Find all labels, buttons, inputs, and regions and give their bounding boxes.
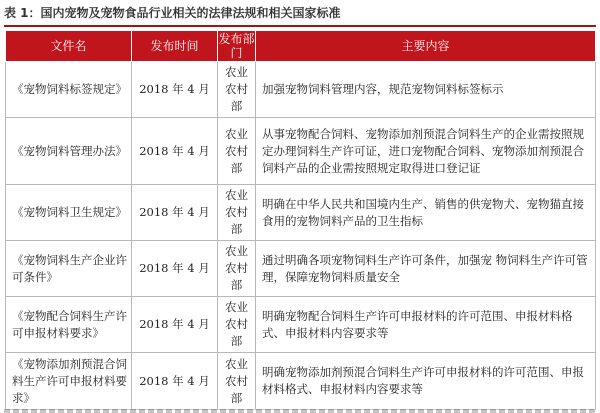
cell-release-time: 2018 年 4 月 — [132, 118, 218, 185]
regulations-table — [5, 30, 596, 410]
cell-main-content: 明确宠物添加剂预混合饲料生产许可申报材料的许可范围、申报材料格式、申报材料内容要求等 — [256, 353, 596, 410]
cell-main-content: 通过明确各项宠物饲料生产许可条件，加强宠 物饲料生产许可管理，保障宠物饲料质量安全 — [256, 241, 596, 297]
table-row — [6, 241, 596, 297]
cell-department: 农业农村部 — [218, 62, 256, 118]
table-row — [6, 118, 596, 185]
header-file-name: 文件名 — [6, 31, 132, 62]
cell-file-name: 《宠物饲料标签规定》 — [6, 62, 132, 118]
header-department: 发布部门 — [218, 32, 255, 60]
cell-file-name: 《宠物饲料卫生规定》 — [6, 185, 132, 241]
cell-file-name: 《宠物饲料管理办法》 — [6, 118, 132, 185]
header-release-time: 发布时间 — [132, 31, 218, 62]
cell-file-name: 《宠物配合饲料生产许可申报材料要求》 — [6, 297, 132, 353]
cell-department: 农业农村部 — [218, 297, 256, 353]
table-row — [6, 297, 596, 353]
cell-department: 农业农村部 — [218, 118, 256, 185]
header-main-content: 主要内容 — [256, 31, 596, 62]
cell-main-content: 从事宠物配合饲料、宠物添加剂预混合饲料生产的企业需按照规定办理饲料生产许可证，进口宠物配合饲料、宠物添加剂预混合饲料产品的企业需按照规定取得进口登记证 — [256, 118, 596, 185]
cropped-source-line — [4, 409, 596, 413]
cell-release-time: 2018 年 4 月 — [132, 353, 218, 410]
cell-release-time: 2018 年 4 月 — [132, 297, 218, 353]
cell-main-content: 加强宠物饲料管理内容，规范宠物饲料标签标示 — [256, 62, 596, 118]
cell-release-time: 2018 年 4 月 — [132, 185, 218, 241]
cell-main-content: 明确宠物配合饲料生产许可申报材料的许可范围、申报材料格式、申报材料内容要求等 — [256, 297, 596, 353]
caption-rule — [4, 25, 596, 27]
cell-release-time: 2018 年 4 月 — [132, 62, 218, 118]
table-row — [6, 185, 596, 241]
table-row — [6, 62, 596, 118]
cell-main-content: 明确在中华人民共和国境内生产、销售的供宠物犬、宠物猫直接食用的宠物饲料产品的卫生指标 — [256, 185, 596, 241]
cell-file-name: 《宠物添加剂预混合饲料生产许可申报材料要求》 — [6, 353, 132, 410]
cell-department: 农业农村部 — [218, 353, 256, 410]
table-row — [6, 353, 596, 410]
cell-department: 农业农村部 — [218, 185, 256, 241]
cell-file-name: 《宠物饲料生产企业许可条件》 — [6, 241, 132, 297]
cell-department: 农业农村部 — [218, 241, 256, 297]
table-header-row — [6, 31, 596, 62]
cell-release-time: 2018 年 4 月 — [132, 241, 218, 297]
table-caption: 表 1：国内宠物及宠物食品行业相关的法律法规和相关国家标准 — [4, 6, 341, 20]
